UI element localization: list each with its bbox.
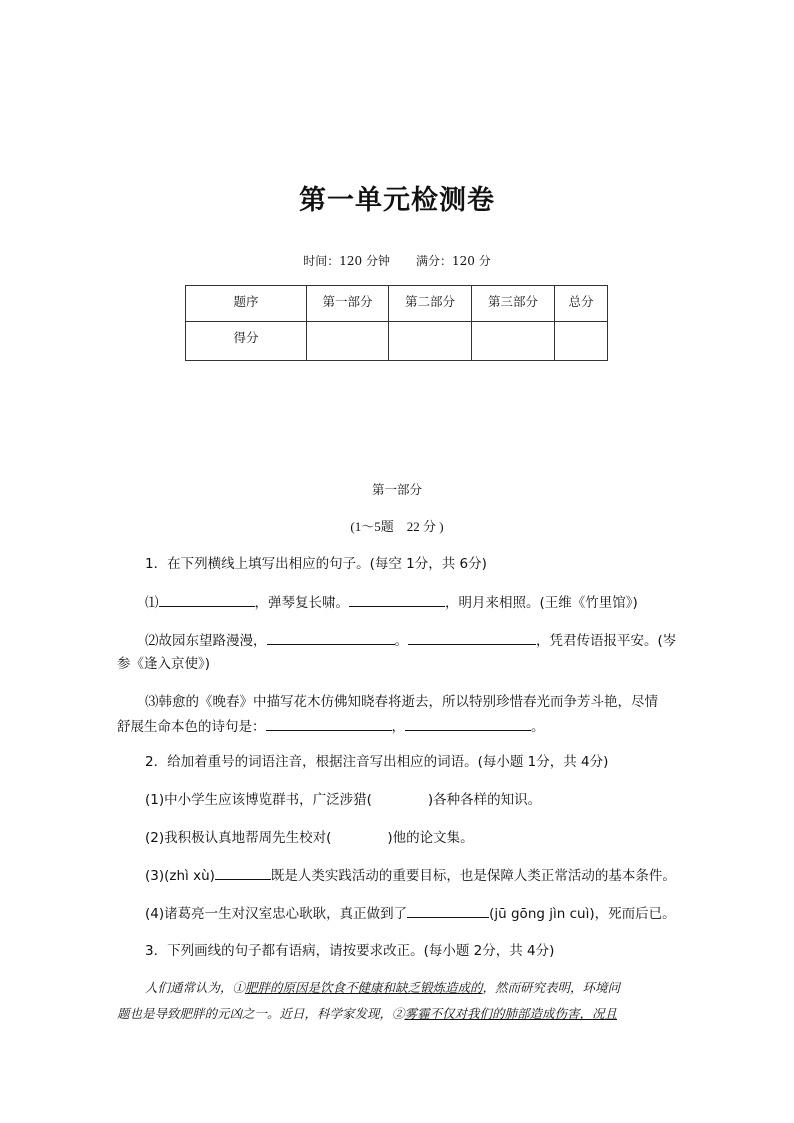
exam-meta	[0, 252, 794, 269]
score-input-cell[interactable]	[555, 322, 608, 361]
question-2-stem: 2．给加着重号的词语注音，根据注音写出相应的词语。(每小题 1分，共 4分)	[145, 754, 609, 770]
question-3-stem: 3．下列画线的句子都有语病，请按要求改正。(每小题 2分，共 4分)	[145, 943, 555, 959]
underlined-sentence-1: 肥胖的原因是饮食不健康和缺乏锻炼造成的	[245, 980, 483, 995]
answer-blank[interactable]	[349, 592, 445, 607]
answer-blank[interactable]	[215, 865, 271, 880]
passage-line: 人们通常认为，①肥胖的原因是饮食不健康和缺乏锻炼造成的，然而研究表明，环境问	[145, 980, 621, 995]
question-2-item-4: (4)诸葛亮一生对汉室忠心耿耿，真正做到了 (jū gōng jìn cuì)，死而后已。	[117, 903, 682, 924]
question-2-item-2: (2)我积极认真地帮周先生校对( )他的论文集。	[145, 830, 474, 846]
passage-line: 题也是导致肥胖的元凶之一。近日，科学家发现，②雾霾不仅对我们的肺部造成伤害，况且	[117, 1006, 618, 1021]
table-cell: 第一部分	[307, 286, 389, 322]
part-range: (1～5题 22 分 )	[350, 519, 444, 534]
question-1-item-1: ⑴ ，弹琴复长啸。 ，明月来相照。(王维《竹里馆》)	[117, 592, 682, 613]
page-title: 第一单元检测卷	[299, 185, 495, 216]
part-heading: 第一部分	[371, 482, 422, 497]
answer-blank[interactable]	[266, 716, 392, 731]
score-input-cell[interactable]	[307, 322, 389, 361]
underlined-sentence-2: 雾霾不仅对我们的肺部造成伤害，况且	[404, 1006, 618, 1021]
question-1-item-2: ⑵故园东望路漫漫， 。 ，凭君传语报平安。(岑	[117, 630, 682, 651]
full-score: 满分：120 分	[416, 254, 491, 268]
score-input-cell[interactable]	[389, 322, 472, 361]
question-1-item-3-cont: 舒展生命本色的诗句是： ， 。	[117, 716, 682, 737]
question-1-item-2-cont: 参《逢入京使》)	[117, 656, 211, 672]
time-limit: 时间：120 分钟	[303, 254, 390, 268]
table-cell: 第二部分	[389, 286, 472, 322]
table-cell: 第三部分	[472, 286, 555, 322]
table-cell: 得分	[186, 322, 307, 361]
question-1-stem: 1．在下列横线上填写出相应的句子。(每空 1分，共 6分)	[145, 556, 487, 572]
table-row	[186, 286, 608, 322]
table-cell: 题序	[186, 286, 307, 322]
question-2-item-1: (1)中小学生应该博览群书，广泛涉猎( )各种各样的知识。	[145, 792, 542, 808]
table-row	[186, 322, 608, 361]
answer-blank[interactable]	[159, 592, 255, 607]
answer-blank[interactable]	[405, 716, 531, 731]
answer-blank[interactable]	[408, 630, 536, 645]
answer-blank[interactable]	[267, 630, 395, 645]
score-table	[185, 285, 608, 361]
answer-blank[interactable]	[407, 903, 489, 918]
table-cell: 总分	[555, 286, 608, 322]
score-input-cell[interactable]	[472, 322, 555, 361]
question-2-item-3: (3)(zhì xù) 既是人类实践活动的重要目标，也是保障人类正常活动的基本条件。	[117, 865, 682, 886]
question-1-item-3: ⑶韩愈的《晚春》中描写花木仿佛知晓春将逝去，所以特别珍惜春光而争芳斗艳，尽情	[145, 694, 658, 710]
